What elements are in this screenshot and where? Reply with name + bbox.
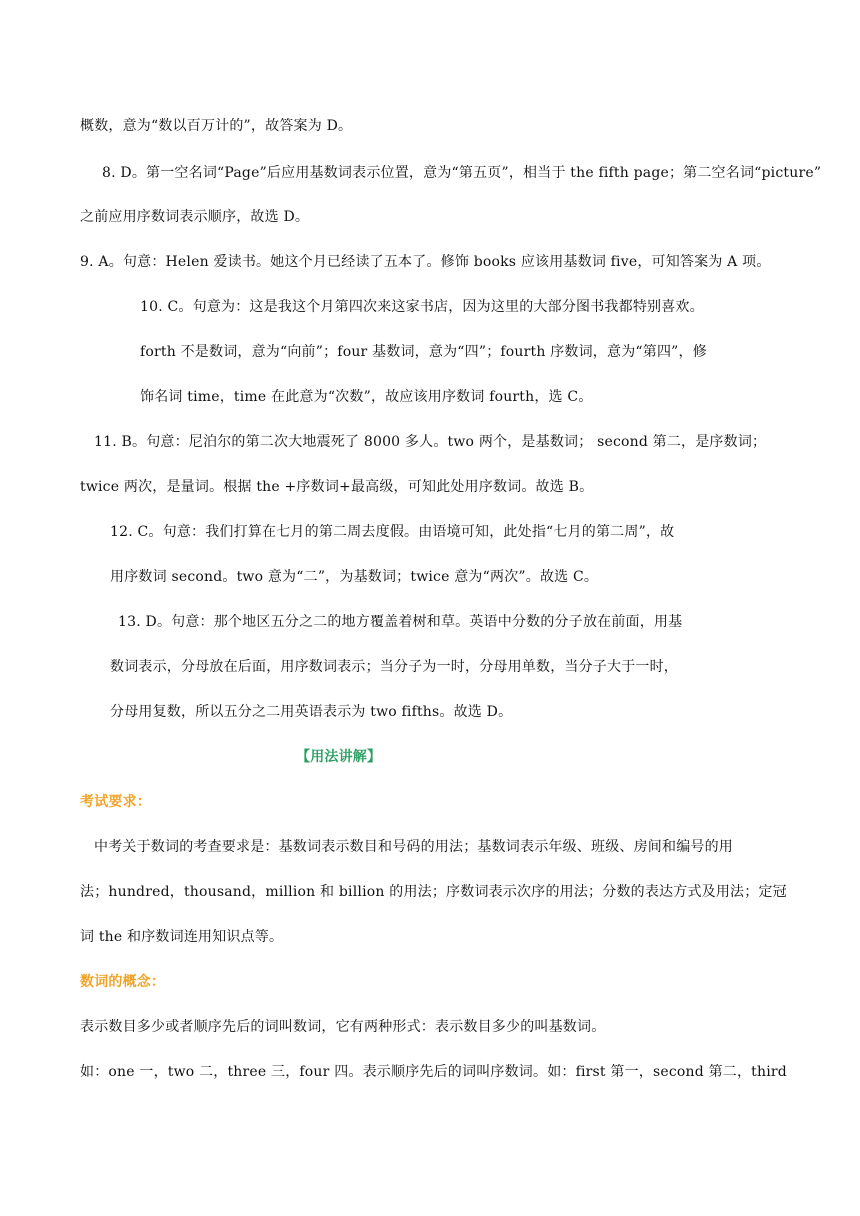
text-line: 之前应用序数词表示顺序，故选 D。 <box>80 209 310 225</box>
text-line: 数词表示，分母放在后面，用序数词表示；当分子为一时，分母用单数，当分子大于一时， <box>110 659 678 675</box>
text-line: forth 不是数词，意为“向前”；four 基数词，意为“四”；fourth 序数词，意为“第四”，修 <box>140 344 707 360</box>
concept-heading: 数词的概念： <box>80 974 166 990</box>
text-line: 分母用复数，所以五分之二用英语表示为 two fifths。故选 D。 <box>110 704 513 720</box>
text-line: 饰名词 time，time 在此意为“次数”，故应该用序数词 fourth，选 C。 <box>140 389 593 405</box>
section-title: 【用法讲解】 <box>296 749 382 765</box>
text-line: 表示数目多少或者顺序先后的词叫数词，它有两种形式：表示数目多少的叫基数词。 <box>80 1019 606 1035</box>
text-line: 9. A。句意：Helen 爱读书。她这个月已经读了五本了。修饰 books 应该用基数词 five，可知答案为 A 项。 <box>80 254 771 270</box>
text-line: 11. B。句意：尼泊尔的第二次大地震死了 8000 多人。two 两个，是基数词； second 第二，是序数词； <box>94 434 767 450</box>
text-line: 中考关于数词的考查要求是：基数词表示数目和号码的用法；基数词表示年级、班级、房间和编号的用 <box>94 839 733 855</box>
text-line: twice 两次，是量词。根据 the +序数词+最高级，可知此处用序数词。故选 B。 <box>80 479 594 495</box>
text-line: 10. C。句意为：这是我这个月第四次来这家书店，因为这里的大部分图书我都特别喜欢。 <box>140 299 704 315</box>
text-line: 8. D。第一空名词“Page”后应用基数词表示位置，意为“第五页”，相当于 the fifth page；第二空名词“picture” <box>102 165 822 181</box>
text-line: 概数，意为“数以百万计的”，故答案为 D。 <box>80 118 353 134</box>
text-line: 法；hundred，thousand，million 和 billion 的用法；序数词表示次序的用法；分数的表达方式及用法；定冠 <box>80 884 787 900</box>
text-line: 用序数词 second。two 意为“二”，为基数词；twice 意为“两次”。故选 C。 <box>110 569 599 585</box>
text-line: 如：one 一，two 二，three 三，four 四。表示顺序先后的词叫序数词。如：first 第一，second 第二，third <box>80 1064 787 1080</box>
text-line: 13. D。句意：那个地区五分之二的地方覆盖着树和草。英语中分数的分子放在前面，用基 <box>118 614 683 630</box>
text-line: 词 the 和序数词连用知识点等。 <box>80 929 284 945</box>
text-line: 12. C。句意：我们打算在七月的第二周去度假。由语境可知，此处指“七月的第二周”，故 <box>110 524 675 540</box>
exam-heading: 考试要求： <box>80 794 151 810</box>
